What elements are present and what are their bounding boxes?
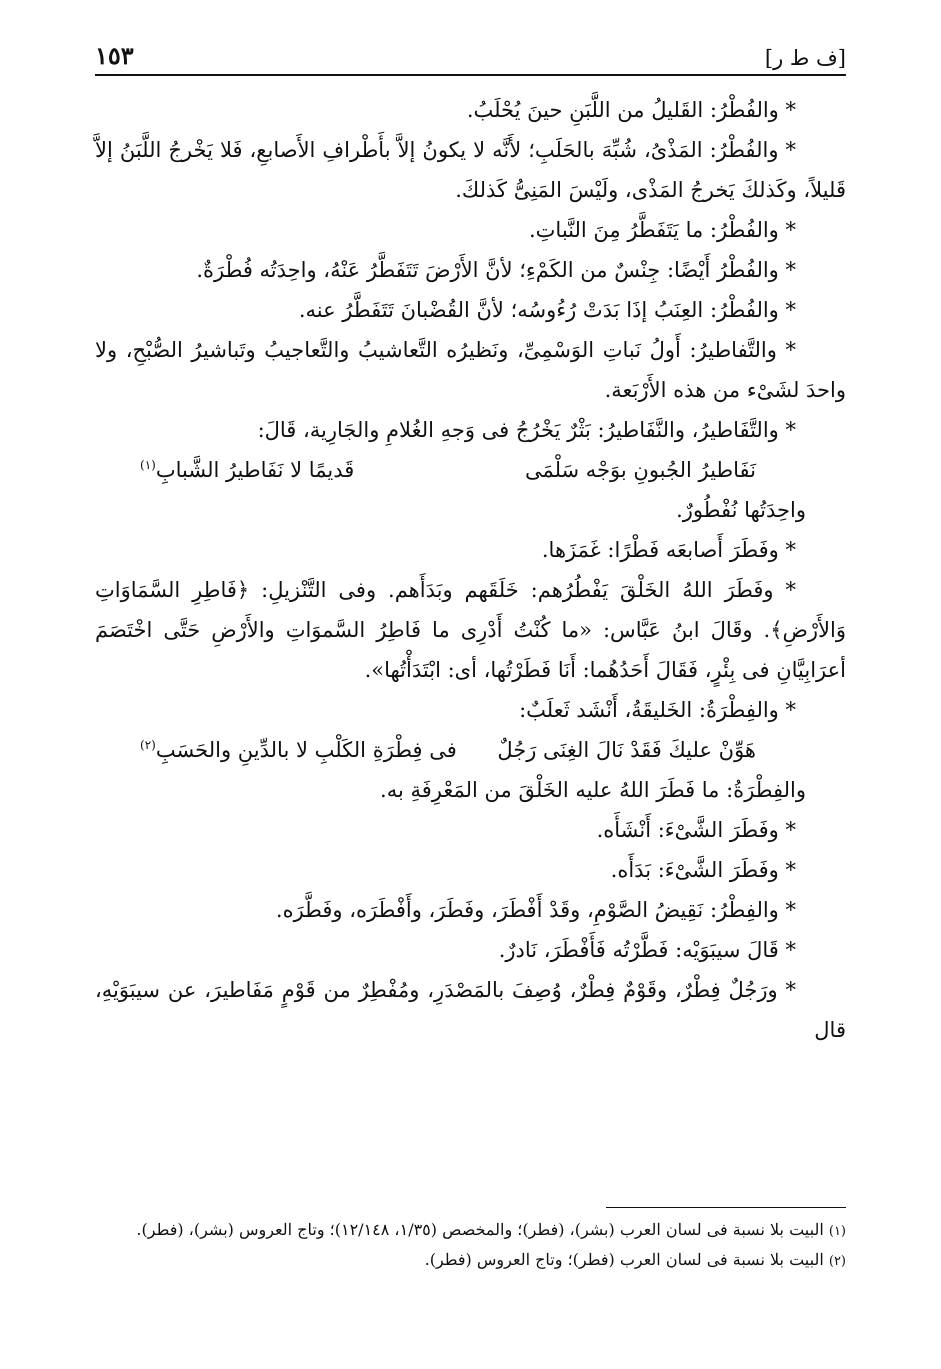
poetry-verse (95, 450, 846, 490)
page-number: ١٥٣ (95, 41, 134, 70)
entry-paragraph: * والفِطْرَةُ: الخَليقَةُ، أَنْشَد ثَعلَبٌ: (519, 698, 796, 722)
verse-second-hemistich-text: قَديمًا لا نَفَاطيرُ الشَّبابِ (155, 458, 355, 482)
footnotes (95, 1207, 846, 1276)
entry-paragraph: * والفُطْرُ: القَليلُ من اللَّبَنِ حينَ يُحْلَبُ. (466, 98, 796, 122)
entry-paragraph: * وفَطَرَ اللهُ الخَلْقَ يَفْطُرُهم: خَلَقَهم وبَدَأَهم. وفى التَّنْزيلِ: ﴿فَاطِرِ السَّمَاوَاتِ وَالأَرْضِ﴾. وقَالَ ابنُ عَبَّاس: «ما كُنْتُ أَدْرِى ما فَاطِرُ السَّموَاتِ والأَرْضِ حَتَّى اخْتَصَمَ أعرَابِيَّانِ فى بِئْرٍ، فَقَالَ أَحَدُهُما: أَنَا فَطَرْتُها، أى: ابْتَدَأْتُها». (95, 578, 846, 682)
continuation-line: والفِطْرَةُ: ما فَطَرَ اللهُ عليه الخَلْقَ من المَعْرِفَةِ به. (380, 778, 806, 802)
entry-paragraph: * والفُطْرُ: العِنَبُ إذَا بَدَتْ رُءُوسُه؛ لأنَّ القُضْبانَ تَتَفَطَّرُ عنه. (298, 298, 796, 322)
poetry-verse (95, 730, 846, 770)
footnote-number: (١) (828, 1224, 846, 1239)
footnote-reference: (١) (140, 458, 156, 472)
entry-paragraph: * والتَّفاطيرُ: أَولُ نَباتِ الوَسْمِىِّ، ونَظيرُه التَّعاشيبُ والتَّعاجيبُ وتَباشيرُ الصُّبْحِ، ولا واحدَ لشَىْء من هذه الأَرْبَعة. (95, 338, 846, 402)
footnote-text: البيت بلا نسبة فى لسان العرب (بشر)، (فطر)؛ والمخصص (١/٣٥، ١٢/١٤٨)؛ وتاج العروس (بشر)، (فطر). (136, 1220, 824, 1239)
verse-first-hemistich: هَوِّنْ عليكَ فَقَدْ نَالَ الغِنَى رَجُلٌ (497, 738, 756, 762)
root-letters: [ف ط ر] (764, 46, 846, 70)
footnote-text: البيت بلا نسبة فى لسان العرب (فطر)؛ وتاج العروس (فطر). (424, 1250, 824, 1269)
footnote-divider (606, 1207, 846, 1208)
footnote (95, 1246, 846, 1276)
entry-paragraph: * وفَطَرَ الشَّىْءَ: بَدَأَه. (610, 858, 796, 882)
verse-second-hemistich-text: فى فِطْرَةِ الكَلْبِ لا بالدِّينِ والحَسَبِ (155, 738, 457, 762)
page-header (95, 36, 846, 76)
entry-paragraph: * ورَجُلٌ فِطْرٌ، وقَوْمٌ فِطْرٌ، وُصِفَ بالمَصْدَرِ، ومُفْطِرٌ من قَوْمٍ مَفَاطيرَ، عن سيبَوَيْهِ، قال (95, 978, 846, 1042)
entry-paragraph: * وفَطَرَ الشَّىْءَ: أَنْشَأَه. (596, 818, 796, 842)
footnote (95, 1216, 846, 1246)
footnote-number: (٢) (828, 1254, 846, 1269)
verse-first-hemistich: نَفَاطيرُ الجُبونِ بوَجْه سَلْمَى (524, 458, 756, 482)
entry-paragraph: * والفُطْرُ: ما يَتَفَطَّرُ مِنَ النَّباتِ. (528, 218, 796, 242)
entry-paragraph: * والفِطْرُ: نَقِيضُ الصَّوْمِ، وقَدْ أَفْطَرَ، وفَطَرَ، وأَفْطَرَه، وفَطَّرَه. (275, 898, 796, 922)
entry-paragraph: * والفُطْرُ: المَذْىُ، شُبِّهَ بالحَلَبِ؛ لأَنَّه لا يكونُ إلاَّ بأَطْرافِ الأَصابعِ، فَلا يَخْرجُ اللَّبَنُ إلاَّ قَليلاً، وكَذلكَ يَخرجُ المَذْى، ولَيْسَ المَنِىُّ كَذلكَ. (95, 138, 846, 202)
verse-second-hemistich (140, 730, 457, 770)
continuation-line: واحِدَتُها نُفْطُورٌ. (676, 498, 806, 522)
entry-paragraph: * وفَطَرَ أَصابعَه فَطْرًا: غَمَزَها. (541, 538, 796, 562)
entry-paragraph: * والتَّفَاطيرُ، والنَّفَاطيرُ: بَثْرٌ يَخْرُجُ فى وَجهِ الغُلامِ والجَارِية، قَالَ: (257, 418, 796, 442)
footnote-reference: (٢) (140, 738, 156, 752)
entry-paragraph: * والفُطْرُ أَيْضًا: جِنْسٌ من الكَمْءِ؛ لأنَّ الأَرْضَ تَتَفَطَّرُ عَنْهُ، واحِدَتُه فُطْرَةٌ. (196, 258, 796, 282)
main-text (95, 90, 846, 1050)
entry-paragraph: * قَالَ سيبَوَيْه: فَطَّرْتُه فَأَفْطَرَ، نَادرٌ. (498, 938, 796, 962)
verse-second-hemistich (140, 450, 354, 490)
